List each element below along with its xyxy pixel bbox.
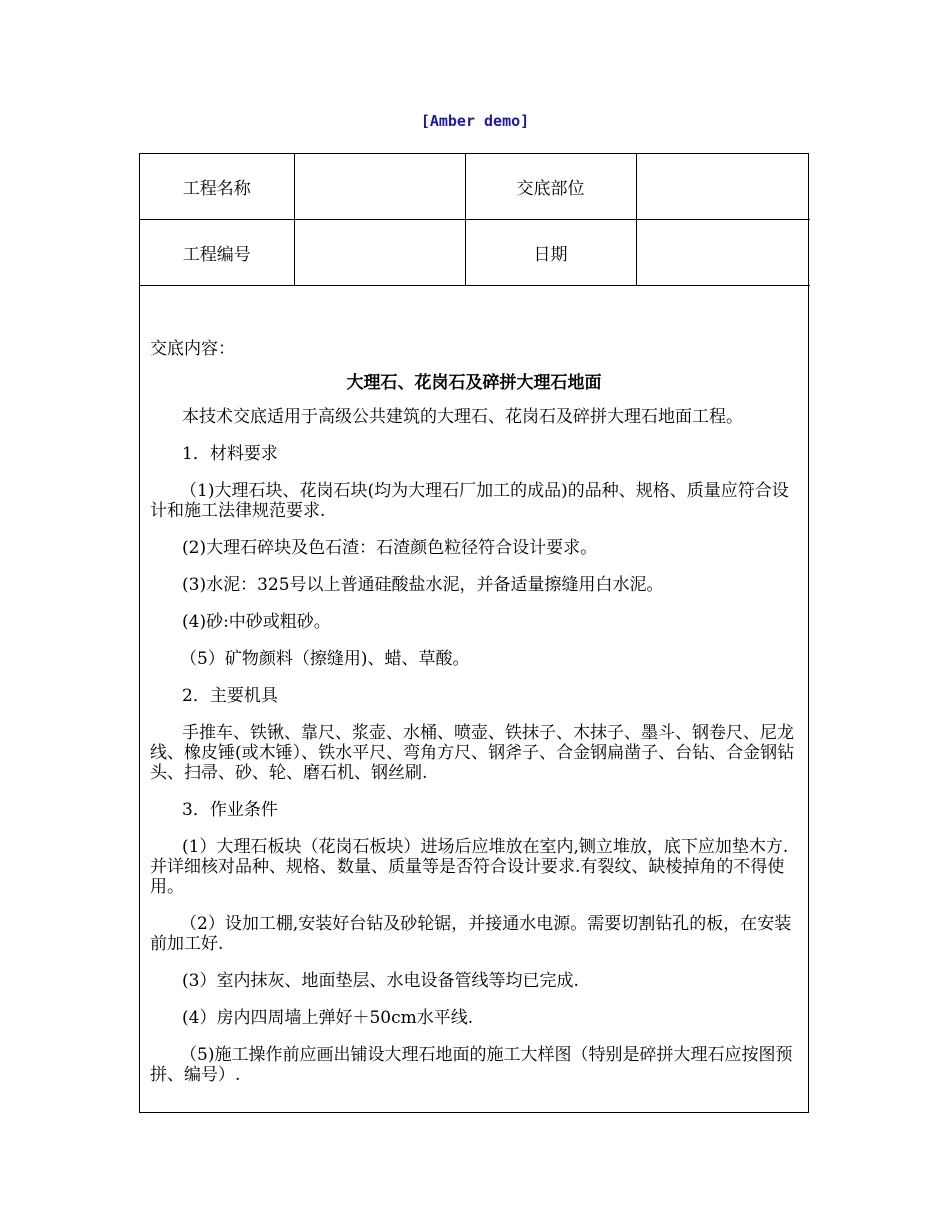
project-no-field[interactable] bbox=[294, 220, 465, 286]
handover-content bbox=[140, 287, 808, 1085]
s2-tools-list: 手推车、铁锹、靠尺、浆壶、水桶、喷壶、铁抹子、木抹子、墨斗、钢卷尺、尼龙线、橡皮锤(或木锤）、铁水平尺、弯角方尺、钢斧子、合金钢扁凿子、台钻、合金钢钻头、扫帚、砂、轮、磨石机、钢丝刷. bbox=[150, 723, 795, 783]
document-header-tag: [Amber demo] bbox=[420, 112, 530, 130]
section-1-heading: 1．材料要求 bbox=[182, 444, 278, 464]
project-info-table bbox=[140, 154, 810, 286]
s3-item-4: (4）房内四周墙上弹好＋50cm水平线. bbox=[182, 1008, 474, 1028]
s1-item-2: (2)大理石碎块及色石渣：石渣颜色粒径符合设计要求。 bbox=[182, 538, 598, 558]
s3-item-2: （2）设加工棚,安装好台钻及砂轮锯，并接通水电源。需要切割钻孔的板，在安装前加工好. bbox=[150, 914, 792, 954]
project-name-field[interactable] bbox=[294, 154, 465, 220]
s1-item-5: （5）矿物颜料（擦缝用)、蜡、草酸。 bbox=[180, 649, 470, 669]
project-no-label: 工程编号 bbox=[140, 220, 294, 286]
table-row bbox=[140, 220, 810, 286]
date-field[interactable] bbox=[636, 220, 810, 286]
content-label: 交底内容： bbox=[150, 339, 235, 359]
s1-item-4: (4)砂:中砂或粗砂。 bbox=[182, 612, 331, 632]
table-row bbox=[140, 154, 810, 220]
s3-item-5: （5)施工操作前应画出铺设大理石地面的施工大样图（特别是碎拼大理石应按图预拼、编号）. bbox=[150, 1045, 793, 1085]
date-label: 日期 bbox=[465, 220, 636, 286]
project-name-label: 工程名称 bbox=[140, 154, 294, 220]
handover-part-field[interactable] bbox=[636, 154, 810, 220]
handover-form bbox=[139, 153, 809, 1113]
section-3-heading: 3．作业条件 bbox=[182, 800, 278, 820]
intro-paragraph: 本技术交底适用于高级公共建筑的大理石、花岗石及碎拼大理石地面工程。 bbox=[182, 407, 743, 427]
section-2-heading: 2．主要机具 bbox=[182, 686, 278, 706]
s1-item-1: （1)大理石块、花岗石块(均为大理石厂加工的成品)的品种、规格、质量应符合设计和施工法律规范要求. bbox=[150, 481, 789, 521]
s3-item-1: (1）大理石板块（花岗石板块）进场后应堆放在室内,铡立堆放，底下应加垫木方.并详细核对品种、规格、数量、质量等是否符合设计要求.有裂纹、缺棱掉角的不得使用。 bbox=[150, 837, 789, 897]
s3-item-3: (3）室内抹灰、地面垫层、水电设备管线等均已完成. bbox=[182, 971, 579, 991]
handover-part-label: 交底部位 bbox=[465, 154, 636, 220]
content-title: 大理石、花岗石及碎拼大理石地面 bbox=[346, 373, 602, 393]
s1-item-3: (3)水泥：325号以上普通硅酸盐水泥，并备适量擦缝用白水泥。 bbox=[182, 575, 664, 595]
